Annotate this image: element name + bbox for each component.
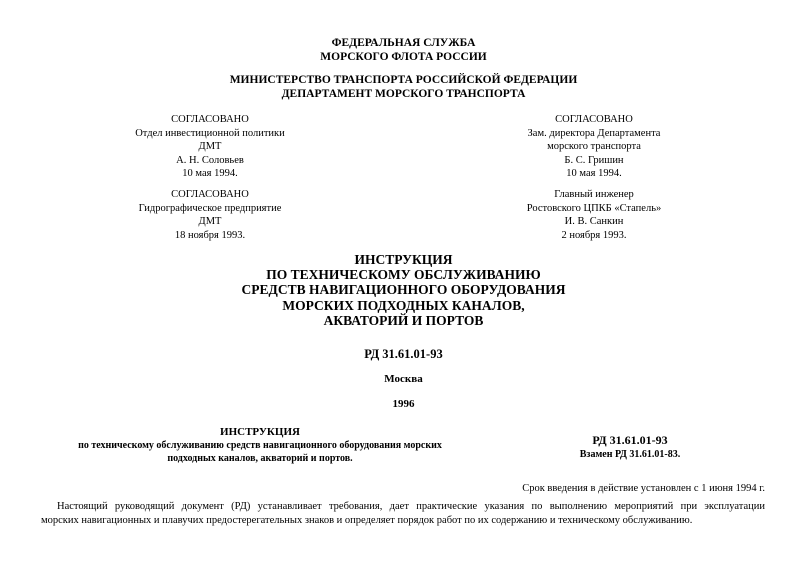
doc-heading-word: ИНСТРУКЦИЯ (220, 426, 300, 438)
approval-line: Отдел инвестиционной политики (135, 127, 285, 139)
header-line-2: МОРСКОГО ФЛОТА РОССИИ (320, 51, 487, 63)
title-line: СРЕДСТВ НАВИГАЦИОННОГО ОБОРУДОВАНИЯ (241, 282, 566, 298)
approval-line: 10 мая 1994. (566, 168, 622, 179)
approval-line: Ростовского ЦПКБ «Стапель» (526, 202, 662, 214)
approval-line: 2 ноября 1993. (561, 229, 627, 241)
header-line-1: ФЕДЕРАЛЬНАЯ СЛУЖБА (331, 37, 476, 49)
document-title (0, 252, 807, 328)
publication-year: 1996 (392, 398, 415, 410)
approval-line: Б. С. Гришин (564, 154, 624, 166)
approval-line: Зам. директора Департамента (527, 127, 661, 139)
title-line: ИНСТРУКЦИЯ (354, 252, 453, 267)
approval-bottom-right (514, 188, 674, 242)
header-agency (0, 36, 807, 64)
header-line-3: МИНИСТЕРСТВО ТРАНСПОРТА РОССИЙСКОЙ ФЕДЕРАЦИИ (229, 74, 578, 86)
title-line: АКВАТОРИЙ И ПОРТОВ (323, 312, 484, 328)
publication-city: Москва (384, 373, 423, 385)
approval-line: 18 ноября 1993. (174, 229, 246, 241)
approval-line: 10 мая 1994. (182, 168, 238, 179)
approval-line: морского транспорта (547, 141, 641, 152)
header-ministry (0, 73, 807, 101)
intro-paragraph (41, 500, 765, 527)
approval-line: Главный инженер (554, 189, 634, 200)
paragraph-line-1: Настоящий руководящий документ (РД) устанавливает требования, дает практические указания по выполнению мероприятий при эксплуатации (57, 501, 765, 512)
approval-line: И. В. Санкин (564, 216, 624, 227)
approval-top-right (514, 113, 674, 181)
approval-line: СОГЛАСОВАНО (171, 189, 249, 200)
approval-line: ДМТ (198, 141, 222, 152)
approval-line: ДМТ (198, 216, 222, 227)
approval-line: Гидрографическое предприятие (138, 202, 282, 214)
approval-top-left (130, 113, 290, 181)
doc-heading-line-2: подходных каналов, акваторий и портов. (167, 453, 353, 464)
title-line: МОРСКИХ ПОДХОДНЫХ КАНАЛОВ, (282, 297, 525, 313)
approval-line: СОГЛАСОВАНО (555, 114, 633, 125)
effective-date: Срок введения в действие установлен с 1 июня 1994 г. (522, 483, 765, 494)
approval-bottom-left (130, 188, 290, 242)
approval-line: А. Н. Соловьев (176, 154, 244, 166)
document-code: РД 31.61.01-93 (364, 347, 443, 361)
title-line: ПО ТЕХНИЧЕСКОМУ ОБСЛУЖИВАНИЮ (266, 267, 541, 283)
doc-heading (10, 426, 510, 465)
paragraph-line-2: морских навигационных и плавучих предостерегательных знаков и определяет порядок работ по их содержанию и техническому обслуживанию. (41, 514, 693, 526)
doc-heading-line-1: по техническому обслуживанию средств навигационного оборудования морских (78, 440, 442, 451)
approval-line: СОГЛАСОВАНО (171, 114, 249, 125)
doc-replaces: Взамен РД 31.61.01-83. (579, 449, 681, 460)
doc-code: РД 31.61.01-93 (592, 433, 668, 447)
header-line-4: ДЕПАРТАМЕНТ МОРСКОГО ТРАНСПОРТА (281, 88, 526, 100)
doc-code-block (540, 433, 720, 461)
